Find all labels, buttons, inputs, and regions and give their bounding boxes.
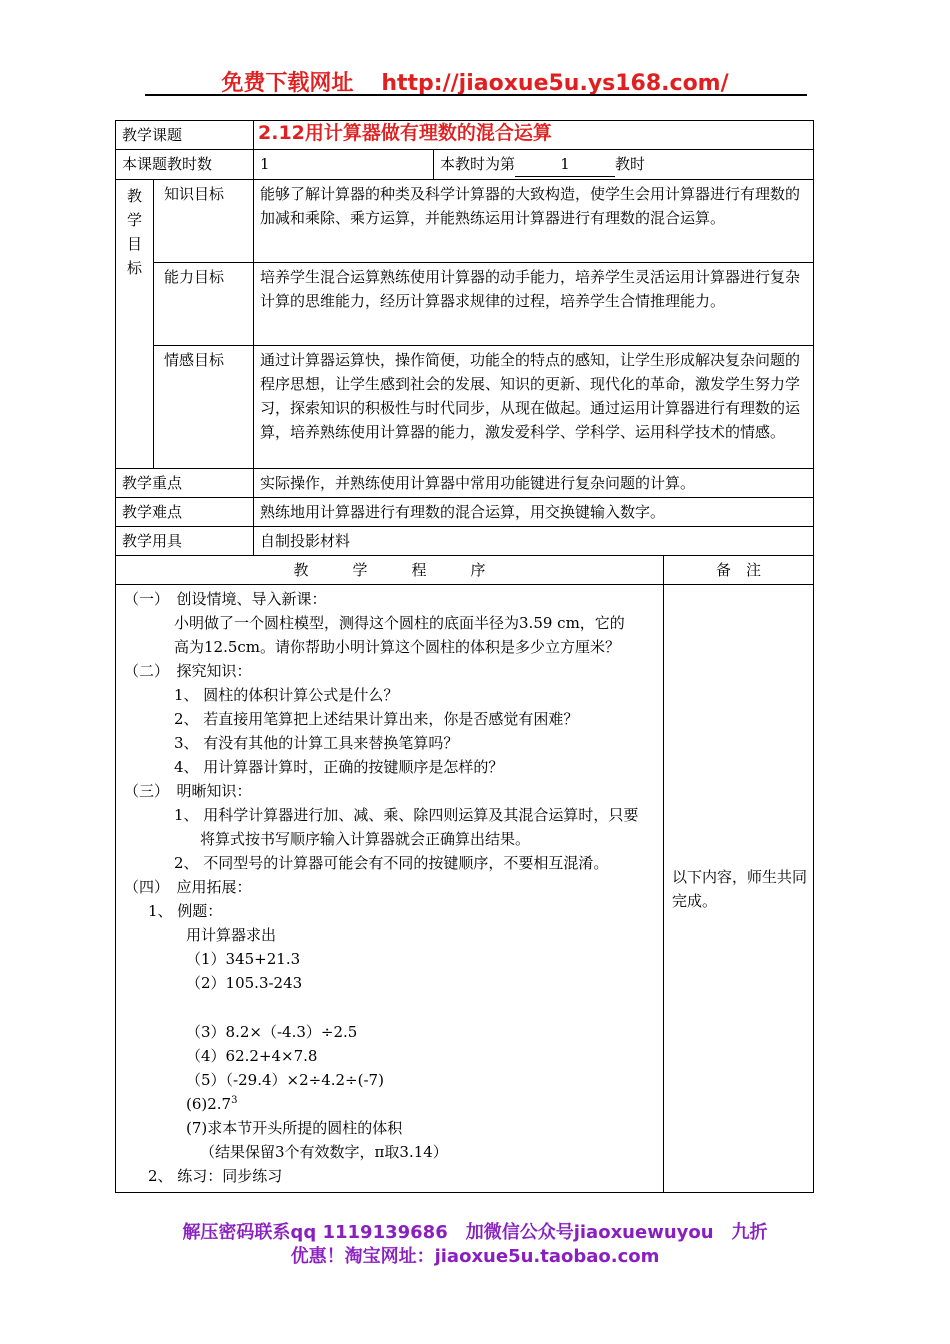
explore-question-1: 1、 圆柱的体积计算公式是什么？: [174, 686, 399, 704]
example-4: （4）62.2+4×7.8: [186, 1047, 318, 1065]
goal-label-emotion: 情感目标: [154, 346, 254, 469]
remarks-header: 备 注: [664, 556, 814, 585]
hours-row: [116, 150, 814, 180]
key-point-text: 实际操作，并熟练使用计算器中常用功能键进行复杂问题的计算。: [254, 469, 814, 498]
clarify-point-2: 2、 不同型号的计算器可能会有不同的按键顺序，不要相互混淆。: [174, 854, 609, 872]
tools-label: 教学用具: [116, 527, 254, 556]
session-prefix: 本教时为第: [440, 155, 516, 173]
goals-label: 教 学 目 标: [116, 180, 154, 469]
remark-text: 以下内容，师生共同完成。: [664, 585, 814, 1193]
example-3: （3）8.2×（-4.3）÷2.5: [186, 1023, 358, 1041]
difficulty-text: 熟练地用计算器进行有理数的混合运算，用交换键输入数字。: [254, 498, 814, 527]
blank-line: [124, 995, 655, 1020]
session-info: [434, 150, 814, 180]
topic-label: 教学课题: [116, 121, 254, 150]
example-5: （5）（-29.4）×2÷4.2÷(-7): [186, 1071, 384, 1089]
example-6: $(6)2.7^3$: [186, 1095, 238, 1113]
example-2: （2）105.3-243: [186, 974, 303, 992]
example-7-note: （结果保留3个有效数字，π取3.14）: [200, 1143, 448, 1161]
section-1-title: （一） 创设情境、导入新课：: [124, 590, 327, 608]
goal-text-knowledge: 能够了解计算器的种类及科学计算器的大致构造，使学生会用计算器进行有理数的加减和乘除、乘方运算，并能熟练运用计算器进行有理数的混合运算。: [254, 180, 814, 263]
scenario-line-2: 高为12.5cm。请你帮助小明计算这个圆柱的体积是多少立方厘米？: [174, 638, 621, 656]
header-url-link[interactable]: http://jiaoxue5u.ys168.com/: [381, 71, 729, 96]
clarify-point-1a: 1、 用科学计算器进行加、减、乘、除四则运算及其混合运算时，只要: [174, 806, 639, 824]
topic-row: [116, 121, 814, 150]
explore-question-3: 3、 有没有其他的计算工具来替换笔算吗？: [174, 734, 459, 752]
session-suffix: 教时: [615, 155, 646, 173]
goal-label-ability: 能力目标: [154, 263, 254, 346]
example-intro: 用计算器求出: [186, 926, 277, 944]
procedure-header: 教 学 程 序: [116, 556, 664, 585]
footer-line-1: 解压密码联系qq 1119139686 加微信公众号jiaoxuewuyou 九折: [182, 1222, 768, 1243]
goal-label-knowledge: 知识目标: [154, 180, 254, 263]
goal-text-ability: 培养学生混合运算熟练使用计算器的动手能力，培养学生灵活运用计算器进行复杂计算的思维能力，经历计算器求规律的过程，培养学生合情推理能力。: [254, 263, 814, 346]
tools-text: 自制投影材料: [254, 527, 814, 556]
procedure-header-row: [116, 556, 814, 585]
page-header: [0, 66, 950, 97]
difficulty-row: [116, 498, 814, 527]
hours-value: 1: [254, 150, 434, 180]
procedure-content: [116, 585, 664, 1193]
header-divider: [145, 94, 807, 96]
goal-row-emotion: [116, 346, 814, 469]
key-point-row: [116, 469, 814, 498]
scenario-line-1: 小明做了一个圆柱模型，测得这个圆柱的底面半径为3.59 cm，它的: [174, 614, 625, 632]
session-number: 1: [515, 152, 615, 177]
example-1: （1）345+21.3: [186, 950, 301, 968]
lesson-plan-table: [115, 120, 814, 1193]
tools-row: [116, 527, 814, 556]
goal-text-emotion: 通过计算器运算快，操作简便，功能全的特点的感知，让学生形成解决复杂问题的程序思想，让学生感到社会的发展、知识的更新、现代化的革命，激发学生努力学习，探索知识的积极性与时代同步，从现在做起。通过运用计算器进行有理数的运算，培养熟练使用计算器的能力，激发爱科学、学科学、运用科学技术的情感。: [254, 346, 814, 469]
goal-row-knowledge: [116, 180, 814, 263]
example-7: (7)求本节开头所提的圆柱的体积: [186, 1119, 403, 1137]
difficulty-label: 教学难点: [116, 498, 254, 527]
lesson-topic: 2.12用计算器做有理数的混合运算: [254, 121, 814, 150]
explore-question-2: 2、 若直接用笔算把上述结果计算出来，你是否感觉有困难？: [174, 710, 579, 728]
header-label: 免费下载网址: [221, 71, 354, 96]
clarify-point-1b: 将算式按书写顺序输入计算器就会正确算出结果。: [200, 830, 531, 848]
section-2-title: （二） 探究知识：: [124, 662, 252, 680]
key-point-label: 教学重点: [116, 469, 254, 498]
section-4-title: （四） 应用拓展：: [124, 878, 252, 896]
example-title: 1、 例题：: [148, 902, 223, 920]
explore-question-4: 4、 用计算器计算时，正确的按键顺序是怎样的？: [174, 758, 504, 776]
footer-line-2: 优惠！淘宝网址：jiaoxue5u.taobao.com: [290, 1246, 660, 1267]
example-6-exponent: 3: [231, 1095, 238, 1106]
procedure-row: [116, 585, 814, 1193]
section-3-title: （三） 明晰知识：: [124, 782, 252, 800]
goal-row-ability: [116, 263, 814, 346]
hours-label: 本课题教时数: [116, 150, 254, 180]
practice-line: 2、 练习：同步练习: [148, 1167, 283, 1185]
